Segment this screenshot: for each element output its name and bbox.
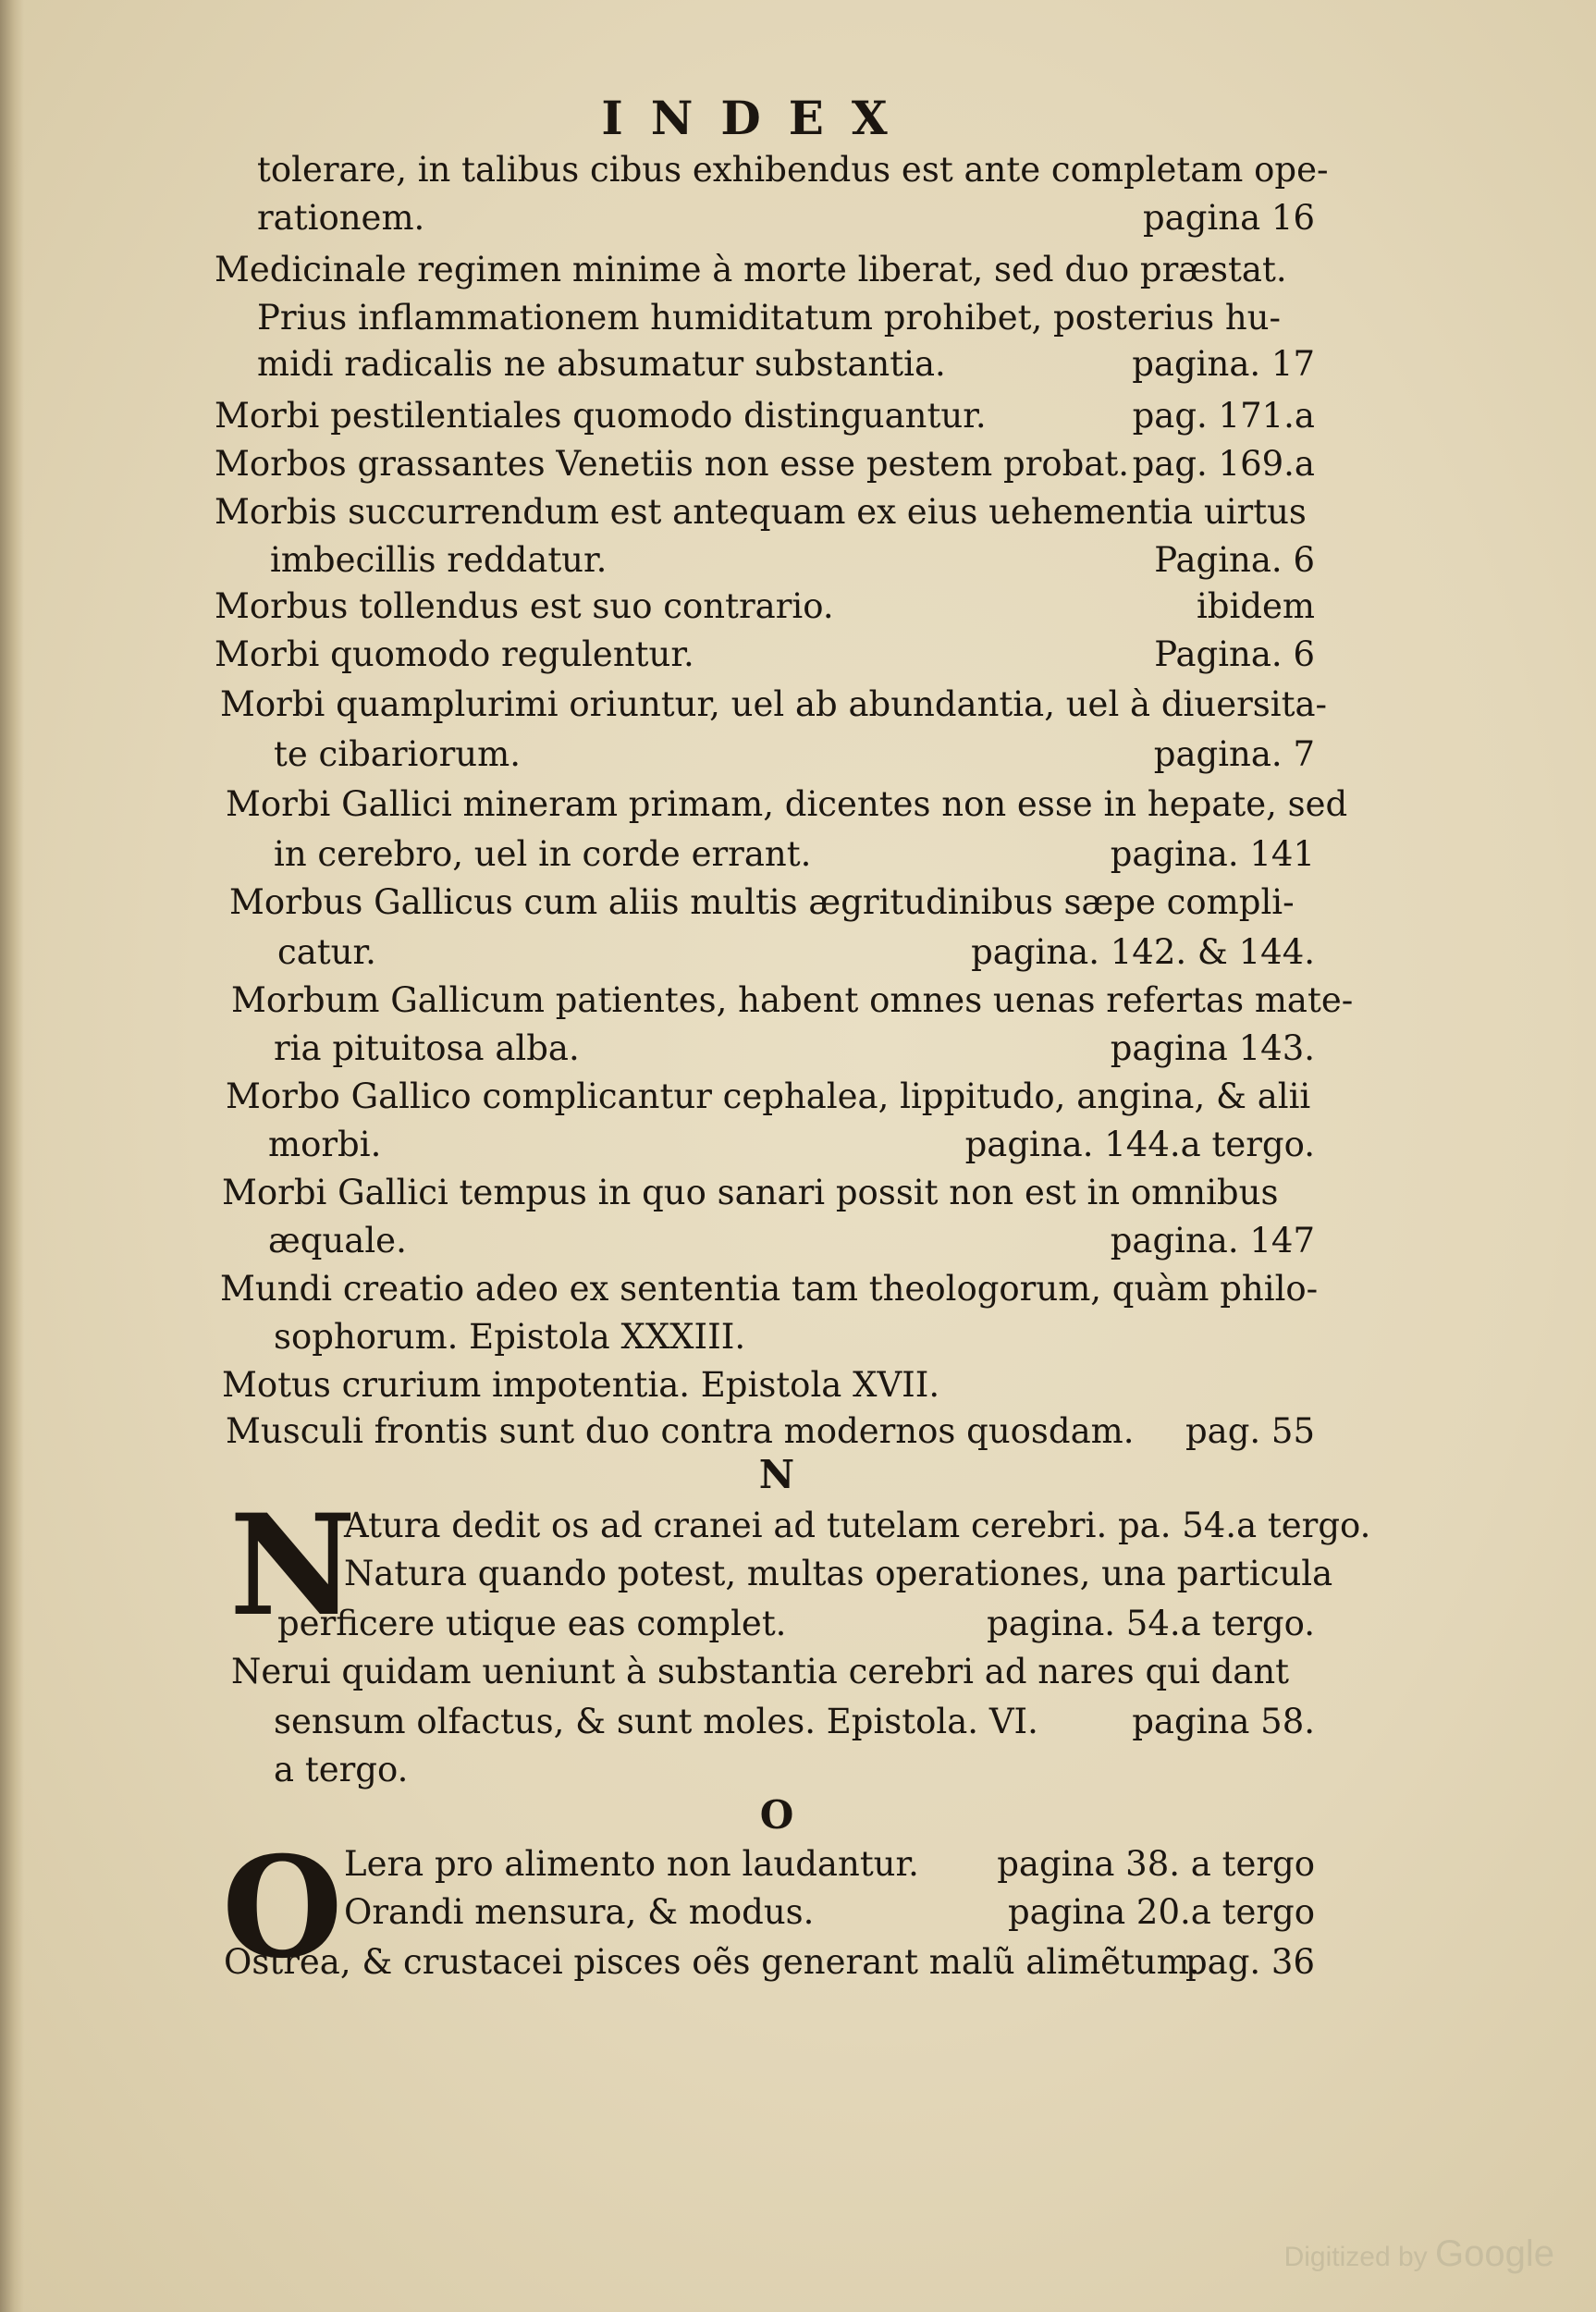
index-entry: Morbi quamplurimi oriuntur, uel ab abundantia, uel à diuersita-: [220, 684, 1328, 724]
drop-cap-n: N: [229, 1484, 357, 1647]
index-entry: Morbum Gallicum patientes, habent omnes uenas refertas mate-: [231, 980, 1354, 1020]
digitized-watermark: [1284, 2233, 1554, 2275]
index-entry: sensum olfactus, & sunt moles. Epistola. VI. pagina 58.: [274, 1702, 1315, 1741]
page-header: INDEX: [601, 91, 915, 145]
index-entry: tolerare, in talibus cibus exhibendus est ante completam ope-: [257, 150, 1329, 190]
index-entry: Morbi pestilentiales quomodo distinguantur. pag. 171.a: [215, 396, 1315, 436]
index-entry: Medicinale regimen minime à morte liberat, sed duo præstat.: [215, 250, 1287, 289]
index-entry: te cibariorum. pagina. 7: [274, 734, 1315, 774]
index-entry: Morbi quomodo regulentur. Pagina. 6: [215, 634, 1315, 674]
index-entry: Morbi Gallici mineram primam, dicentes non esse in hepate, sed: [226, 784, 1348, 824]
page-gutter: [0, 0, 24, 2312]
index-entry: imbecillis reddatur. Pagina. 6: [270, 540, 1315, 580]
index-entry: Motus crurium impotentia. Epistola XVII.: [222, 1365, 940, 1405]
drop-cap-o: O: [222, 1826, 343, 1989]
index-entry: catur. pagina. 142. & 144.: [277, 932, 1315, 972]
index-entry: morbi. pagina. 144.a tergo.: [268, 1125, 1315, 1164]
index-entry: Musculi frontis sunt duo contra modernos quosdam. pag. 55: [226, 1411, 1315, 1451]
index-entry: sophorum. Epistola XXXIII.: [274, 1317, 746, 1357]
index-entry: Morbus Gallicus cum aliis multis ægritudinibus sæpe compli-: [229, 882, 1295, 922]
index-entry: Natura quando potest, multas operationes, una particula: [344, 1554, 1333, 1593]
index-entry: Morbus tollendus est suo contrario. ibidem: [215, 586, 1315, 626]
index-entry: Morbi Gallici tempus in quo sanari possit non est in omnibus: [222, 1173, 1279, 1212]
section-letter-n: N: [758, 1452, 795, 1497]
index-entry: Orandi mensura, & modus. pagina 20.a tergo: [344, 1892, 1315, 1932]
index-entry: æquale. pagina. 147: [268, 1221, 1315, 1261]
index-entry: in cerebro, uel in corde errant. pagina. 141: [274, 834, 1315, 874]
index-entry: Atura dedit os ad cranei ad tutelam cerebri. pa. 54.a tergo.: [344, 1506, 1371, 1545]
index-entry: ria pituitosa alba. pagina 143.: [274, 1028, 1315, 1068]
watermark-prefix: Digitized by: [1283, 2242, 1428, 2272]
index-entry: rationem. pagina 16: [257, 198, 1315, 238]
index-entry: Mundi creatio adeo ex sententia tam theologorum, quàm philo-: [220, 1269, 1319, 1309]
google-logo: Google: [1435, 2233, 1554, 2274]
index-entry: Nerui quidam ueniunt à substantia cerebri ad nares qui dant: [231, 1652, 1290, 1691]
index-entry: Morbos grassantes Venetiis non esse pestem probat. pag. 169.a: [215, 444, 1315, 484]
index-entry: Morbo Gallico complicantur cephalea, lippitudo, angina, & alii: [226, 1076, 1311, 1116]
index-entry: a tergo.: [274, 1750, 409, 1789]
section-letter-o: O: [759, 1792, 794, 1838]
index-entry: perficere utique eas complet. pagina. 54.a tergo.: [277, 1604, 1315, 1643]
index-entry: Lera pro alimento non laudantur. pagina 38. a tergo: [344, 1844, 1315, 1884]
index-entry: Morbis succurrendum est antequam ex eius uehementia uirtus: [215, 492, 1307, 532]
index-entry: midi radicalis ne absumatur substantia. pagina. 17: [257, 344, 1315, 384]
index-entry: Prius inflammationem humiditatum prohibet, posterius hu-: [257, 298, 1282, 338]
index-entry: Ostrea, & crustacei pisces oẽs generant malũ alimẽtum. pag. 36: [224, 1942, 1315, 1982]
